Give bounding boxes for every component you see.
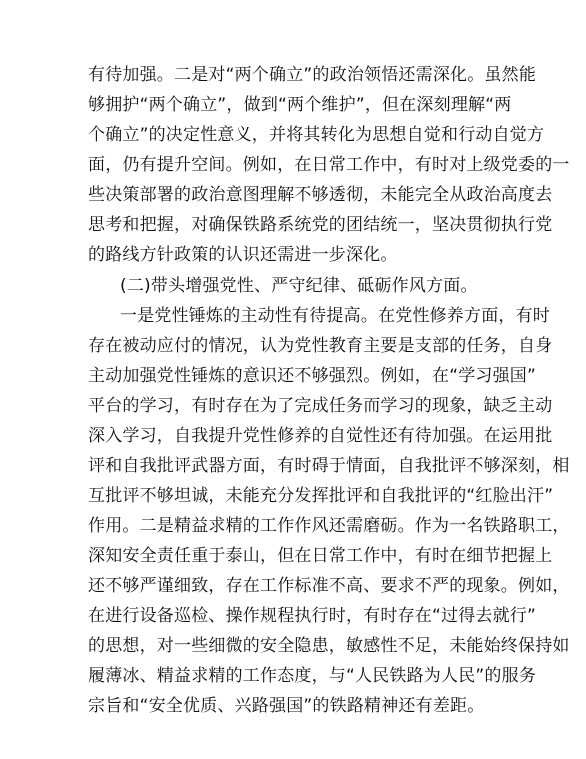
body-text-line: 面，仍有提升空间。例如，在日常工作中，有时对上级党委的一 [88, 155, 570, 175]
body-text-line: 深入学习，自我提升党性修养的自觉性还有待加强。在运用批 [88, 426, 553, 446]
body-text-line: 作用。二是精益求精的工作作风还需磨砺。作为一名铁路职工， [88, 516, 570, 536]
body-text-line: 的思想，对一些细微的安全隐患，敏感性不足，未能始终保持如 [88, 636, 570, 656]
body-text-line: 平台的学习，有时存在为了完成任务而学习的现象，缺乏主动 [88, 396, 553, 416]
body-text-line: 互批评不够坦诚，未能充分发挥批评和自我批评的“红脸出汗” [88, 486, 554, 506]
body-text-line: 履薄冰、精益求精的工作态度，与“人民铁路为人民”的服务 [88, 666, 537, 686]
body-text-line: 评和自我批评武器方面，有时碍于情面，自我批评不够深刻，相 [88, 456, 570, 476]
body-text-line: 些决策部署的政治意图理解不够透彻，未能完全从政治高度去 [88, 185, 553, 205]
body-text-line: 思考和把握，对确保铁路系统党的团结统一，坚决贯彻执行党 [88, 215, 553, 235]
section-heading: (二)带头增强党性、严守纪律、砥砺作风方面。 [120, 276, 478, 296]
paragraph-first-line: 一是党性锤炼的主动性有待提高。在党性修养方面，有时 [120, 306, 550, 326]
body-text-line: 主动加强党性锤炼的意识还不够强烈。例如，在“学习强国” [88, 366, 537, 386]
body-text-line: 还不够严谨细致，存在工作标准不高、要求不严的现象。例如， [88, 576, 570, 596]
body-text-line: 深知安全责任重于泰山，但在日常工作中，有时在细节把握上 [88, 546, 553, 566]
body-text-line: 的路线方针政策的认识还需进一步深化。 [88, 245, 398, 265]
body-text-line: 个确立”的决定性意义，并将其转化为思想自觉和行动自觉方 [88, 125, 545, 145]
body-text-line: 存在被动应付的情况，认为党性教育主要是支部的任务，自身 [88, 336, 553, 356]
body-text-line: 宗旨和“安全优质、兴路强国”的铁路精神还有差距。 [88, 696, 485, 716]
body-text-line: 够拥护“两个确立”，做到“两个维护”，但在深刻理解“两 [88, 95, 512, 115]
body-text-line: 在进行设备巡检、操作规程执行时，有时存在“过得去就行” [88, 606, 537, 626]
body-text-line: 有待加强。二是对“两个确立”的政治领悟还需深化。虽然能 [88, 65, 537, 85]
